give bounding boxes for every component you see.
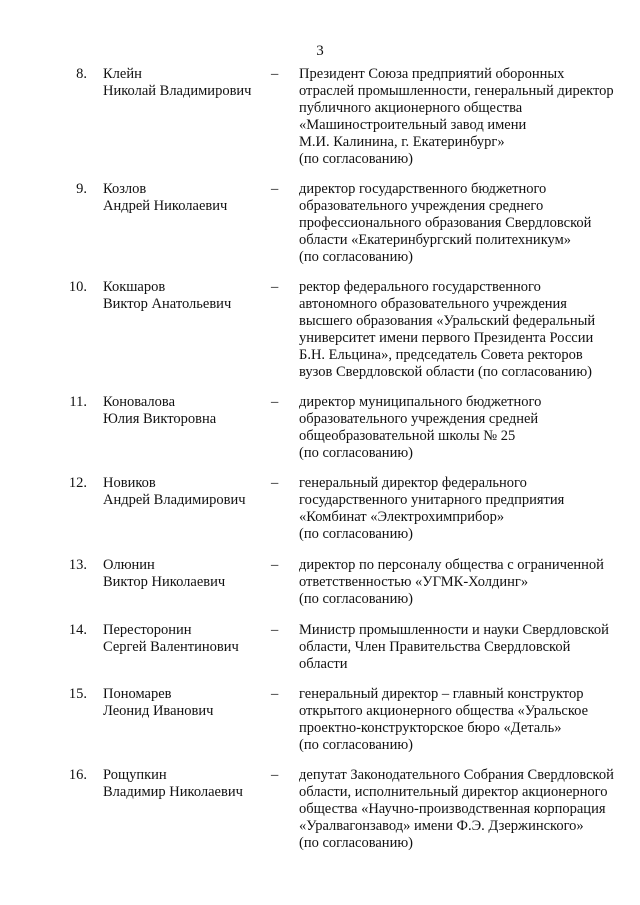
description-line: «Уралвагонзавод» имени Ф.Э. Дзержинского» (299, 818, 584, 834)
description-line: вузов Свердловской области (по согласованию) (299, 364, 592, 380)
surname: Коновалова (103, 394, 176, 410)
description-line: «Комбинат «Электрохимприбор» (299, 509, 505, 525)
description-line: директор по персоналу общества с ограниченной (299, 557, 604, 573)
description-line: (по согласованию) (299, 591, 413, 607)
description-line: (по согласованию) (299, 249, 413, 265)
given-names: Виктор Анатольевич (103, 296, 232, 312)
description-line: образовательного учреждения среднего (299, 198, 544, 214)
description-line: (по согласованию) (299, 737, 413, 753)
description-line: области, Член Правительства Свердловской (299, 639, 571, 655)
description-line: проектно-конструкторское бюро «Деталь» (299, 720, 562, 736)
surname: Новиков (103, 475, 156, 491)
description-line: автономного образовательного учреждения (299, 296, 567, 312)
description-line: высшего образования «Уральский федеральный (299, 313, 596, 329)
person-name (103, 767, 263, 801)
position-description (299, 279, 619, 381)
person-name (103, 557, 263, 591)
separator-dash: – (271, 394, 279, 410)
given-names: Андрей Николаевич (103, 198, 228, 214)
description-line: профессионального образования Свердловской (299, 215, 592, 231)
position-description (299, 767, 619, 852)
surname: Клейн (103, 66, 142, 82)
description-line: директор муниципального бюджетного (299, 394, 542, 410)
description-line: ответственностью «УГМК-Холдинг» (299, 574, 529, 590)
given-names: Николай Владимирович (103, 83, 252, 99)
description-line: Министр промышленности и науки Свердловской (299, 622, 609, 638)
position-description (299, 394, 619, 462)
given-names: Сергей Валентинович (103, 639, 239, 655)
description-line: Б.Н. Ельцина», председатель Совета ректоров (299, 347, 583, 363)
page-number: 3 (316, 43, 324, 59)
surname: Пономарев (103, 686, 172, 702)
given-names: Леонид Иванович (103, 703, 214, 719)
person-name (103, 181, 263, 215)
surname: Олюнин (103, 557, 155, 573)
description-line: «Машиностроительный завод имени (299, 117, 527, 133)
description-line: открытого акционерного общества «Уральское (299, 703, 589, 719)
position-description (299, 475, 619, 543)
given-names: Виктор Николаевич (103, 574, 226, 590)
description-line: области (299, 656, 348, 672)
description-line: М.И. Калинина, г. Екатеринбург» (299, 134, 505, 150)
given-names: Андрей Владимирович (103, 492, 246, 508)
description-line: общеобразовательной школы № 25 (299, 428, 516, 444)
position-description (299, 622, 619, 673)
surname: Рощупкин (103, 767, 167, 783)
person-name (103, 475, 263, 509)
item-number: 10. (68, 279, 87, 295)
surname: Пересторонин (103, 622, 192, 638)
item-number: 8. (76, 66, 87, 82)
item-number: 15. (68, 686, 87, 702)
person-name (103, 394, 263, 428)
separator-dash: – (271, 279, 279, 295)
item-number: 14. (68, 622, 87, 638)
item-number: 13. (68, 557, 87, 573)
description-line: Президент Союза предприятий оборонных (299, 66, 565, 82)
person-name (103, 66, 263, 100)
separator-dash: – (271, 181, 279, 197)
description-line: (по согласованию) (299, 151, 413, 167)
separator-dash: – (271, 475, 279, 491)
item-number: 16. (68, 767, 87, 783)
description-line: общества «Научно-производственная корпорация (299, 801, 606, 817)
description-line: публичного акционерного общества (299, 100, 523, 116)
given-names: Владимир Николаевич (103, 784, 243, 800)
description-line: (по согласованию) (299, 445, 413, 461)
separator-dash: – (271, 557, 279, 573)
description-line: области «Екатеринбургский политехникум» (299, 232, 572, 248)
position-description (299, 181, 619, 266)
separator-dash: – (271, 686, 279, 702)
person-name (103, 686, 263, 720)
surname: Кокшаров (103, 279, 166, 295)
separator-dash: – (271, 767, 279, 783)
description-line: ректор федерального государственного (299, 279, 541, 295)
person-name (103, 279, 263, 313)
surname: Козлов (103, 181, 147, 197)
separator-dash: – (271, 622, 279, 638)
position-description (299, 557, 619, 608)
item-number: 11. (69, 394, 87, 410)
description-line: генеральный директор – главный конструктор (299, 686, 584, 702)
description-line: области, исполнительный директор акционерного (299, 784, 608, 800)
description-line: образовательного учреждения средней (299, 411, 539, 427)
description-line: генеральный директор федерального (299, 475, 527, 491)
description-line: (по согласованию) (299, 835, 413, 851)
description-line: государственного унитарного предприятия (299, 492, 565, 508)
item-number: 9. (76, 181, 87, 197)
description-line: директор государственного бюджетного (299, 181, 547, 197)
description-line: университет имени первого Президента России (299, 330, 594, 346)
position-description (299, 66, 619, 168)
separator-dash: – (271, 66, 279, 82)
description-line: отраслей промышленности, генеральный директор (299, 83, 614, 99)
given-names: Юлия Викторовна (103, 411, 217, 427)
item-number: 12. (68, 475, 87, 491)
position-description (299, 686, 619, 754)
person-name (103, 622, 263, 656)
description-line: депутат Законодательного Собрания Свердловской (299, 767, 614, 783)
description-line: (по согласованию) (299, 526, 413, 542)
